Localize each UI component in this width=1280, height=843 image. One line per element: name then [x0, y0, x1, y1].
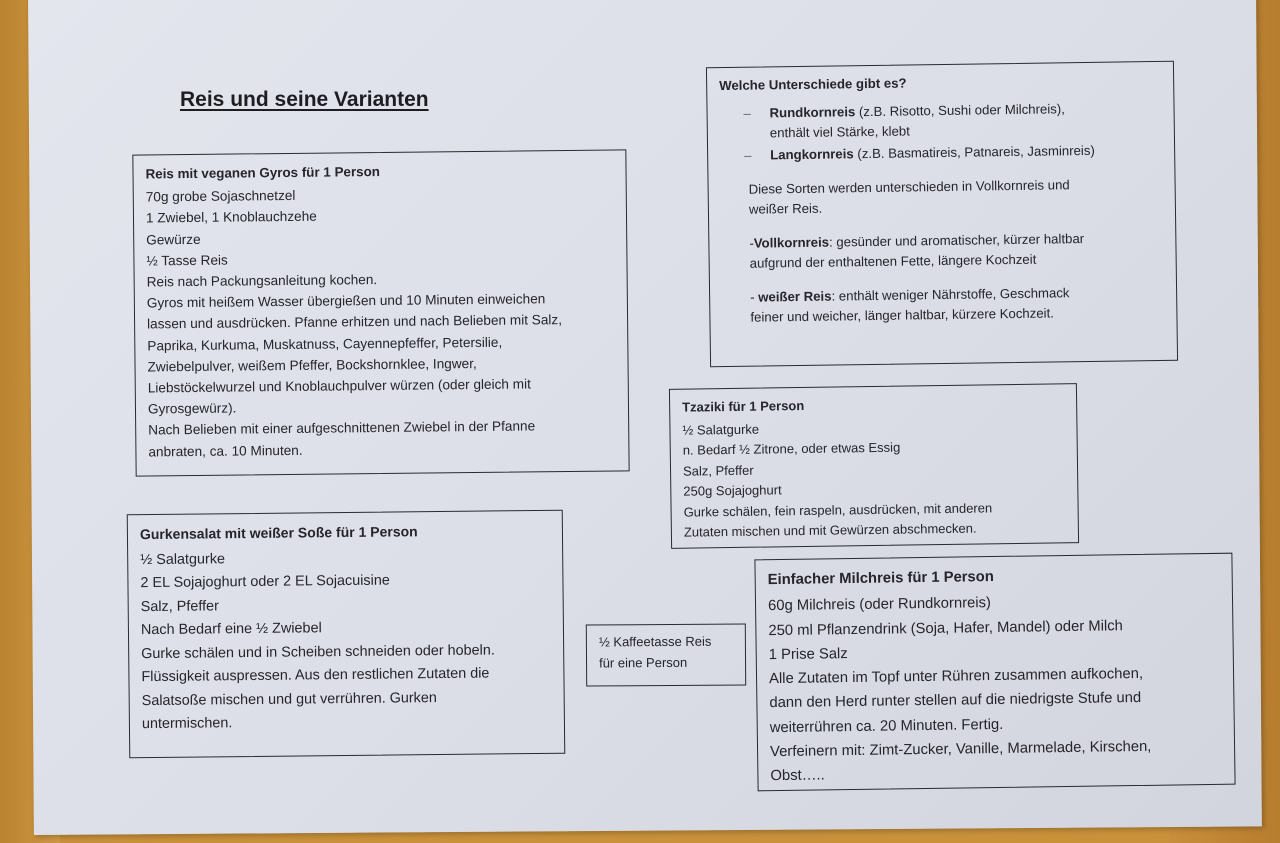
recipe-line: ½ Kaffeetasse Reis	[598, 633, 712, 650]
page-title: Reis und seine Varianten	[180, 88, 429, 111]
rice-portion-note-text	[599, 631, 733, 674]
sorts-paragraph	[721, 174, 1164, 220]
recipe-line: Paprika, Kurkuma, Muskatnuss, Cayennepfeffer, Petersilie,	[147, 334, 503, 354]
vollkornreis-label: Vollkornreis	[753, 234, 830, 251]
recipe-line: Nach Bedarf eine ½ Zwiebel	[140, 620, 322, 639]
recipe-gurkensalat-box	[127, 510, 566, 759]
langkornreis-examples: (z.B. Basmatireis, Patnareis, Jasminreis)	[853, 142, 1095, 162]
rice-differences-heading: Welche Unterschiede gibt es?	[719, 75, 907, 94]
recipe-line: Salatsoße mischen und gut verrühren. Gurken	[141, 689, 437, 709]
weisser-reis-label: weißer Reis	[758, 288, 832, 305]
recipe-line: 1 Zwiebel, 1 Knoblauchzehe	[145, 209, 317, 226]
recipe-line: n. Bedarf ½ Zitrone, oder etwas Essig	[682, 439, 901, 458]
recipe-line: anbraten, ca. 10 Minuten.	[148, 442, 303, 460]
recipe-gyros-heading: Reis mit veganen Gyros für 1 Person	[145, 164, 381, 182]
recipe-line: Reis nach Packungsanleitung kochen.	[146, 272, 378, 290]
recipe-line: Salz, Pfeffer	[682, 462, 754, 479]
recipe-tzaziki-body	[682, 415, 1066, 543]
sorts-line: weißer Reis.	[748, 200, 823, 217]
recipe-line: 250g Sojajoghurt	[683, 482, 782, 499]
recipe-line: für eine Person	[599, 654, 688, 671]
recipe-line: Flüssigkeit auspressen. Aus den restlichen Zutaten die	[141, 665, 490, 686]
recipe-line: Zwiebelpulver, weißem Pfeffer, Bockshornklee, Ingwer,	[147, 355, 477, 375]
list-item	[769, 98, 1162, 143]
recipe-line: Salz, Pfeffer	[140, 597, 219, 615]
sorts-line: Diese Sorten werden unterschieden in Vollkornreis und	[748, 177, 1070, 197]
recipe-line: Gyrosgewürz).	[147, 400, 237, 417]
recipe-milchreis-body	[768, 588, 1223, 789]
recipe-milchreis-heading: Einfacher Milchreis für 1 Person	[767, 569, 994, 589]
recipe-line: dann den Herd runter stellen auf die niedrigste Stufe und	[769, 690, 1142, 712]
weisser-reis-text: feiner und weicher, länger haltbar, kürzere Kochzeit.	[750, 305, 1054, 325]
recipe-gurkensalat-body	[140, 544, 552, 736]
recipe-milchreis-box	[754, 553, 1235, 792]
vollkornreis-dash: -	[749, 235, 754, 251]
recipe-line: 2 EL Sojajoghurt oder 2 EL Sojacuisine	[140, 572, 390, 592]
rundkornreis-label: Rundkornreis	[769, 104, 856, 121]
rice-portion-note-box	[586, 623, 746, 686]
recipe-tzaziki-box	[669, 383, 1079, 549]
recipe-gyros-body	[146, 182, 617, 463]
vollkornreis-text: aufgrund der enthaltenen Fette, längere Kochzeit	[749, 251, 1037, 271]
recipe-tzaziki-heading: Tzaziki für 1 Person	[682, 397, 805, 415]
weisser-reis-paragraph	[722, 282, 1165, 328]
recipe-line: 250 ml Pflanzendrink (Soja, Hafer, Mandel) oder Milch	[768, 617, 1123, 639]
weisser-reis-text: : enthält weniger Nährstoffe, Geschmack	[831, 285, 1070, 304]
rundkornreis-examples: (z.B. Risotto, Sushi oder Milchreis),	[855, 101, 1065, 120]
recipe-line: Nach Belieben mit einer aufgeschnittenen Zwiebel in der Pfanne	[148, 418, 536, 438]
recipe-line: ½ Salatgurke	[682, 421, 760, 438]
weisser-reis-dash: -	[750, 289, 759, 305]
recipe-gurkensalat-heading: Gurkensalat mit weißer Soße für 1 Person	[139, 523, 418, 543]
recipe-line: lassen und ausdrücken. Pfanne erhitzen und nach Belieben mit Salz,	[147, 312, 563, 332]
recipe-line: Obst…..	[770, 767, 825, 785]
recipe-line: 1 Prise Salz	[768, 645, 848, 664]
recipe-line: Gyros mit heißem Wasser übergießen und 10 Minuten einweichen	[146, 291, 546, 311]
recipe-line: weiterrühren ca. 20 Minuten. Fertig.	[769, 716, 1004, 736]
recipe-line: Gurke schälen, fein raspeln, ausdrücken, mit anderen	[683, 499, 993, 520]
list-item	[770, 140, 1162, 165]
recipe-line: untermischen.	[141, 715, 233, 733]
vollkornreis-paragraph	[721, 228, 1164, 274]
recipe-line: Alle Zutaten im Topf unter Rühren zusammen aufkochen,	[768, 666, 1144, 688]
recipe-line: ½ Tasse Reis	[146, 252, 228, 269]
rice-types-list	[719, 98, 1162, 166]
recipe-line: Liebstöckelwurzel und Knoblauchpulver würzen (oder gleich mit	[147, 376, 531, 396]
recipe-line: Gewürze	[146, 231, 201, 248]
recipe-line: Verfeinern mit: Zimt-Zucker, Vanille, Marmelade, Kirschen,	[769, 738, 1152, 761]
recipe-line: 60g Milchreis (oder Rundkornreis)	[767, 595, 992, 615]
recipe-line: 70g grobe Sojaschnetzel	[145, 188, 296, 205]
langkornreis-label: Langkornreis	[770, 146, 854, 163]
recipe-line: Zutaten mischen und mit Gewürzen abschmecken.	[683, 520, 977, 540]
recipe-gyros-box	[132, 149, 629, 476]
vollkornreis-text: : gesünder und aromatischer, kürzer haltbar	[828, 231, 1085, 250]
rundkornreis-description: enthält viel Stärke, klebt	[769, 123, 910, 141]
recipe-line: Gurke schälen und in Scheiben schneiden oder hobeln.	[141, 641, 495, 662]
recipe-line: ½ Salatgurke	[140, 550, 226, 568]
rice-differences-box	[706, 61, 1178, 368]
